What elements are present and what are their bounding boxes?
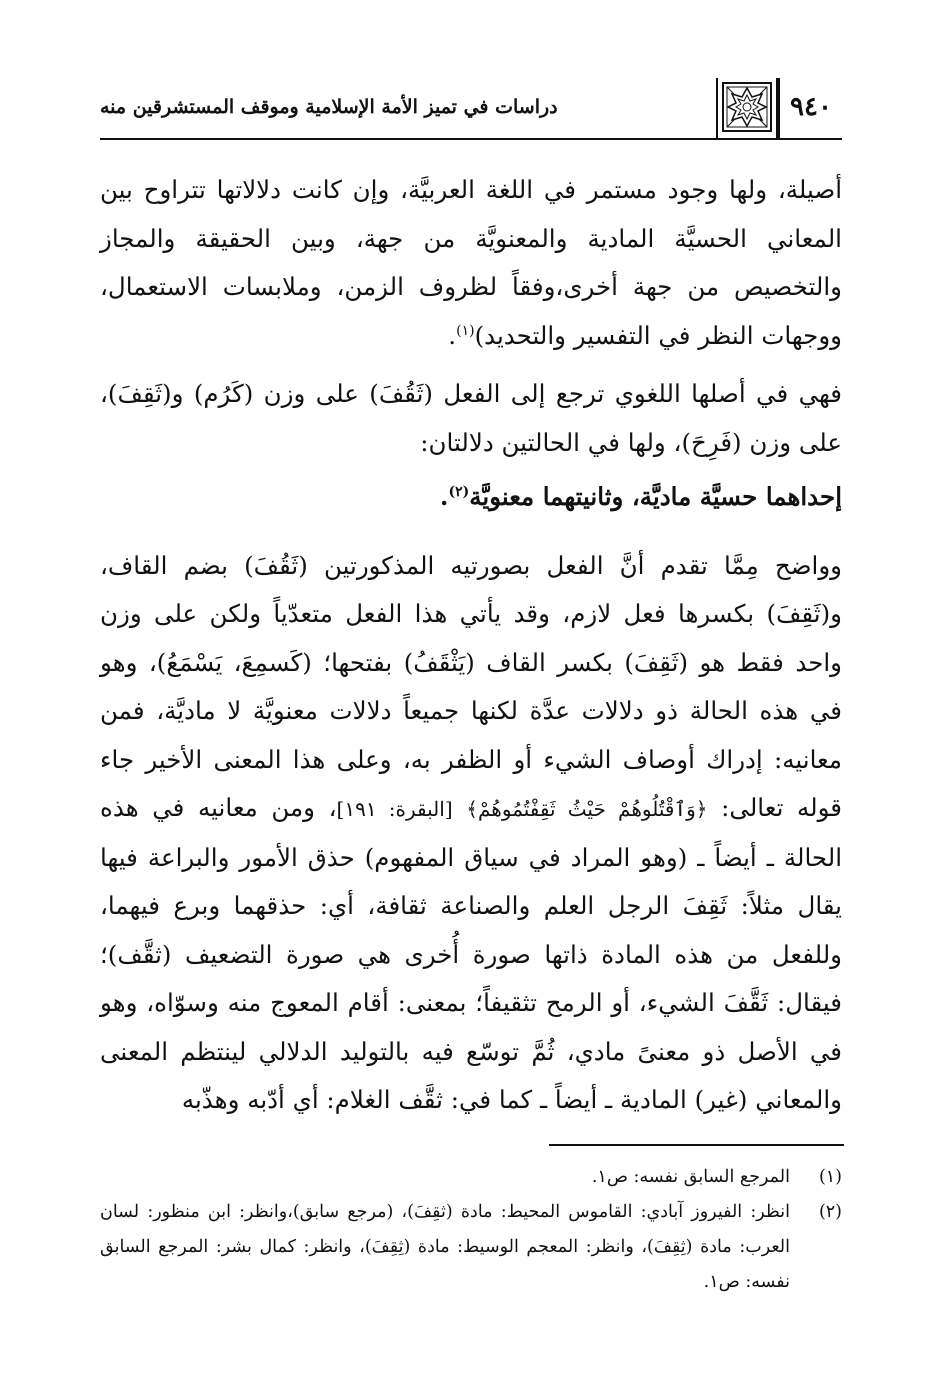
footnote-ref: (٢) <box>448 483 470 500</box>
footnote-ref: (١) <box>456 322 475 339</box>
paragraph: فهي في أصلها اللغوي ترجع إلى الفعل (ثَقُفَ) على وزن (كَرُم) و(ثَقِفَ)، على وزن (فَرِحَ)، ولها في الحالتين دلالتان: <box>100 379 842 457</box>
ornament-icon <box>722 82 772 132</box>
quran-quote: ﴿وَٱقْتُلُوهُمْ حَيْثُ ثَقِفْتُمُوهُمْ﴾ <box>466 797 708 821</box>
footnote <box>100 1195 842 1300</box>
footnote-text: المرجع السابق نفسه: ص١. <box>591 1167 790 1187</box>
running-header <box>100 78 842 140</box>
footnote-number: (٢) <box>818 1202 842 1222</box>
running-title: دراسات في تميز الأمة الإسلامية وموقف المستشرقين منه <box>100 96 558 118</box>
paragraph-text: ، ومن معانيه في هذه الحالة ـ أيضاً ـ (وهو المراد في سياق المفهوم) حذق الأمور والبراعة فيها يقال مثلاً: ثَقِفَ الرجل العلم والصناعة ثقافة، أي: حذقهما وبرع فيهما، وللفعل من هذه المادة ذاتها صورة أُخرى هي صورة التضعيف (ثقَّف)؛ فيقال: ثَقَّفَ الشيء، أو الرمح تثقيفاً؛ بمعنى: أقام المعوج منه وسوّاه، وهو في الأصل ذو معنىً مادي، ثُمَّ توسّع فيه بالتوليد الدلالي لينتظم المعنى والمعاني (غير) المادية ـ أيضاً ـ كما في: ثقَّف الغلام: أي أدّبه وهذّبه <box>100 793 842 1114</box>
paragraph <box>100 542 842 1125</box>
main-text <box>100 166 842 1125</box>
header-underline <box>100 138 842 140</box>
footnote-text: انظر: الفيروز آبادي: القاموس المحيط: مادة (ثقِفَ)، (مرجع سابق)،وانظر: ابن منظور: لسان العرب: مادة (ثِقِفَ)، وانظر: المعجم الوسيط: مادة (ثِقِفَ)، وانظر: كمال بشر: المرجع السابق نفسه: ص١. <box>100 1202 790 1292</box>
header-divider <box>776 78 780 140</box>
quran-reference: [البقرة: ١٩١] <box>336 797 453 821</box>
paragraph-text: أصيلة، ولها وجود مستمر في اللغة العربيَّة، وإن كانت دلالاتها تتراوح بين المعاني الحسيَّة المادية والمعنويَّة من جهة، وبين الحقيقة والمجاز والتخصيص من جهة أخرى،وفقاً لظروف الزمن، وملابسات الاستعمال، ووجهات النظر في التفسير والتحديد) <box>100 175 842 350</box>
footnotes <box>100 1160 842 1300</box>
paragraph <box>100 473 842 522</box>
header-divider <box>716 78 718 140</box>
footnote-number: (١) <box>818 1167 842 1187</box>
page-number: ٩٤٠ <box>790 92 832 122</box>
paragraph-text: إحداهما حسيَّة ماديَّة، وثانيتهما معنويَّة <box>469 482 842 511</box>
footnote <box>100 1160 842 1195</box>
paragraph-text: . <box>439 482 449 511</box>
paragraph-text: وواضح مِمَّا تقدم أنَّ الفعل بصورتيه المذكورتين (ثَقُفَ) بضم القاف، و(ثَقِفَ) بكسرها فعل لازم، وقد يأتي هذا الفعل متعدّياً ولكن على وزن واحد فقط هو (ثَقِفَ) بكسر القاف (يَثْقَفُ) بفتحها؛ (كَسمِعَ، يَسْمَعُ)، وهو في هذه الحالة ذو دلالات عدَّة لكنها جميعاً دلالات معنويَّة لا ماديَّة، فمن معانيه: إدراك أوصاف الشيء أو الظفر به، وعلى هذا المعنى الأخير جاء قوله تعالى: <box>100 550 842 822</box>
paragraph <box>100 166 842 360</box>
footnote-divider <box>549 1144 844 1146</box>
paragraph-text: . <box>448 320 457 350</box>
